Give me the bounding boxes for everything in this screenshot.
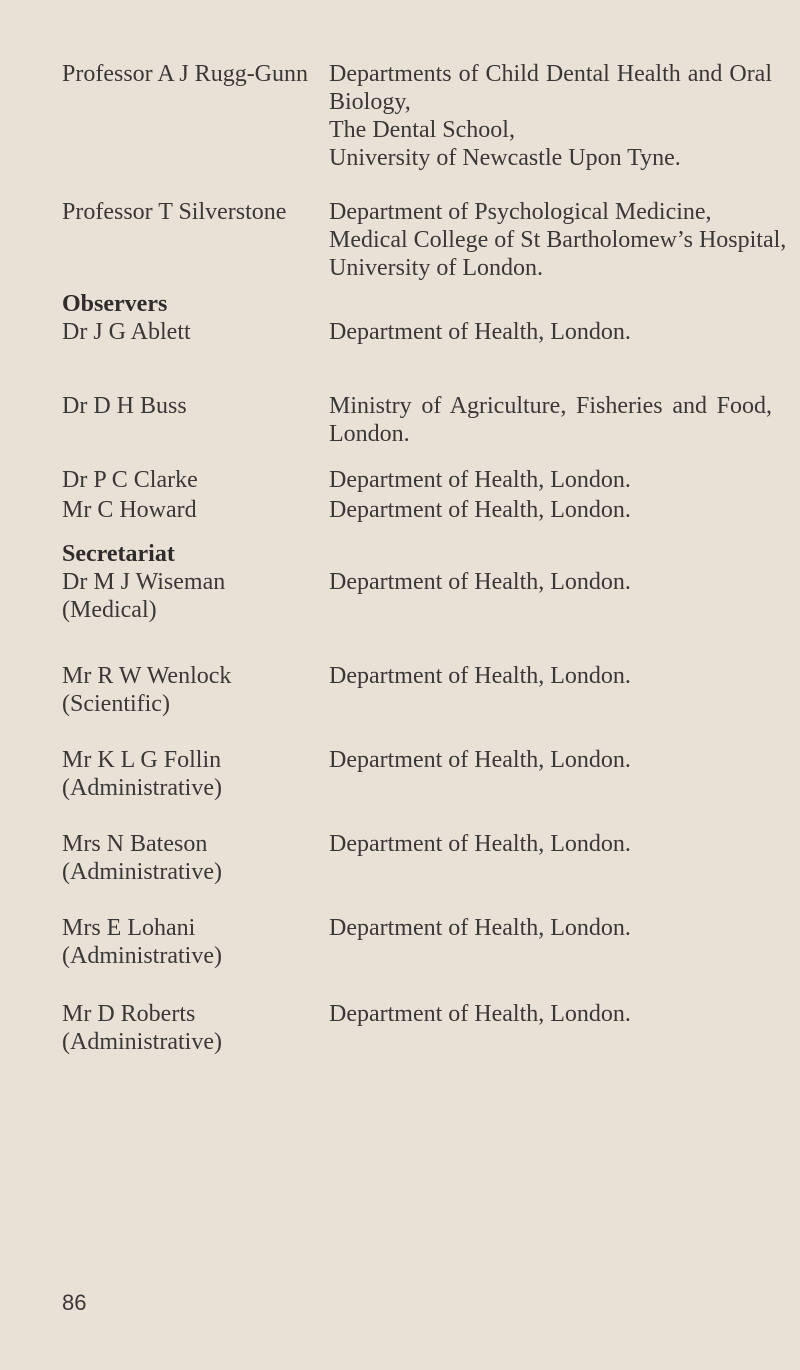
member-name-text: Mr R W Wenlock bbox=[62, 663, 232, 689]
affiliation-line: Department of Health, London. bbox=[329, 663, 631, 689]
member-affiliation bbox=[329, 466, 772, 494]
member-affiliation bbox=[329, 60, 772, 172]
member-name bbox=[62, 914, 222, 970]
member-affiliation bbox=[329, 662, 772, 690]
member-affiliation bbox=[329, 318, 772, 346]
affiliation-line: Medical College of St Bartholomew’s Hospital, bbox=[329, 227, 787, 253]
member-name: Professor A J Rugg-Gunn bbox=[62, 61, 309, 87]
member-name: Dr J G Ablett bbox=[62, 319, 191, 345]
member-affiliation bbox=[329, 392, 772, 448]
member-name-text: Mrs E Lohani bbox=[62, 915, 196, 941]
member-affiliation bbox=[329, 198, 787, 282]
member-role: (Medical) bbox=[62, 597, 157, 623]
affiliation-line: Biology, bbox=[329, 89, 411, 115]
affiliation-line: Department of Psychological Medicine, bbox=[329, 199, 712, 225]
affiliation-line: Department of Health, London. bbox=[329, 319, 631, 345]
member-affiliation bbox=[329, 830, 772, 858]
member-role: (Scientific) bbox=[62, 691, 170, 717]
member-role: (Administrative) bbox=[62, 943, 222, 969]
affiliation-line: Department of Health, London. bbox=[329, 831, 631, 857]
member-name: Dr P C Clarke bbox=[62, 467, 198, 493]
member-name bbox=[62, 830, 222, 886]
member-affiliation bbox=[329, 1000, 772, 1028]
affiliation-line: Department of Health, London. bbox=[329, 747, 631, 773]
member-name-text: Mrs N Bateson bbox=[62, 831, 208, 857]
member-name bbox=[62, 1000, 222, 1056]
member-role: (Administrative) bbox=[62, 859, 222, 885]
member-name bbox=[62, 662, 231, 718]
affiliation-line: London. bbox=[329, 421, 410, 447]
affiliation-line: University of London. bbox=[329, 255, 543, 281]
page-number: 86 bbox=[62, 1290, 87, 1315]
affiliation-line: Department of Health, London. bbox=[329, 1001, 631, 1027]
affiliation-line: Departments of Child Dental Health and Oral bbox=[329, 61, 772, 87]
affiliation-line: University of Newcastle Upon Tyne. bbox=[329, 145, 681, 171]
member-name-text: Mr D Roberts bbox=[62, 1001, 196, 1027]
affiliation-line: The Dental School, bbox=[329, 117, 515, 143]
member-role: (Administrative) bbox=[62, 775, 222, 801]
secretariat-heading: Secretariat bbox=[62, 541, 175, 567]
member-name: Dr D H Buss bbox=[62, 393, 187, 419]
affiliation-line: Department of Health, London. bbox=[329, 915, 631, 941]
affiliation-line: Department of Health, London. bbox=[329, 569, 631, 595]
member-role: (Administrative) bbox=[62, 1029, 222, 1055]
member-affiliation bbox=[329, 568, 772, 596]
member-name bbox=[62, 746, 222, 802]
member-name: Mr C Howard bbox=[62, 497, 197, 523]
member-name bbox=[62, 568, 225, 624]
member-name-text: Dr M J Wiseman bbox=[62, 569, 226, 595]
member-affiliation bbox=[329, 496, 772, 524]
member-name-text: Mr K L G Follin bbox=[62, 747, 222, 773]
affiliation-line: Department of Health, London. bbox=[329, 497, 631, 523]
affiliation-line: Ministry of Agriculture, Fisheries and Food, bbox=[329, 393, 772, 419]
observers-heading: Observers bbox=[62, 291, 168, 317]
member-name: Professor T Silverstone bbox=[62, 199, 287, 225]
member-affiliation bbox=[329, 746, 772, 774]
affiliation-line: Department of Health, London. bbox=[329, 467, 631, 493]
member-affiliation bbox=[329, 914, 772, 942]
